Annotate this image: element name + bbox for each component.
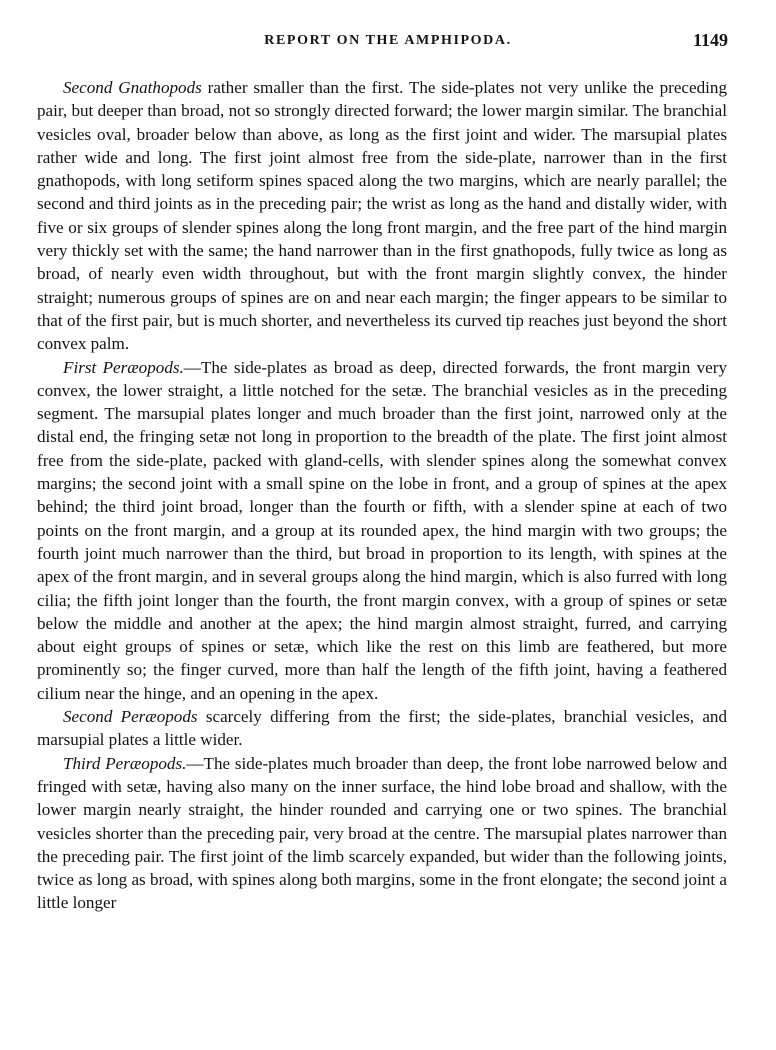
paragraph-text: scarcely differing from the first; the side-plates, branchial vesicles, and marsupial plates a little wider. — [37, 707, 728, 750]
body-text — [37, 76, 727, 915]
paragraph-heading: First Peræopods. — [63, 357, 184, 377]
paragraph-heading: Second Peræopods — [63, 707, 198, 727]
paragraph-heading: Third Peræopods. — [63, 753, 187, 773]
paragraph-third-peraeopods — [37, 752, 727, 915]
paragraph-first-peraeopods — [37, 356, 727, 705]
paragraph-heading: Second Gnathopods — [63, 78, 202, 97]
paragraph-second-gnathopods — [37, 76, 727, 356]
paragraph-text: —The side-plates as broad as deep, directed forwards, the front margin very convex, the lower straight, a little notched for the setæ. The branchial vesicles as in the preceding segment. The marsupial plates longer and much broader than the first joint, narrowed only at the distal end, the fringing setæ not long in proportion to the breadth of the plate. The first joint almost free from the side-plate, packed with gland-cells, with slender spines along the somewhat convex margins; the second joint with a small spine on the lobe in front, and a group of spines at the apex behind; the third joint broad, longer than the fourth or fifth, with a slender spine at each of two points on the front margin, and a group at its rounded apex, the hind margin with two groups; the fourth joint much narrower than the third, but broad in proportion to its length, with spines at the apex of the front margin, and in several groups along the hind margin, which is also furred with long cilia; the fifth joint longer than the fourth, the front margin convex, with a group of spines or setæ below the middle and another at the apex; the hind margin almost straight, furred, and carrying about eight groups of spines or setæ, which like the rest on this limb are feathered, but more prominently so; the finger curved, more than half the length of the fifth joint, having a feathered cilium near the hinge, and an opening in the apex. — [37, 357, 727, 703]
paragraph-second-peraeopods — [37, 705, 727, 752]
paragraph-text: rather smaller than the first. The side-plates not very unlike the preceding pair, but deeper than broad, not so strongly directed forward; the lower margin similar. The branchial vesicles oval, broader below than above, as long as the first joint and wider. The marsupial plates rather wide and long. The first joint almost free from the side-plate, narrower than in the first gnathopods, with long setiform spines spaced along the two margins, which are nearly parallel; the second and third joints as in the preceding pair; the wrist as long as the hand and distally wider, with five or six groups of slender spines along the long front margin, and the free part of the hind margin very thickly set with the same; the hand narrower than in the first gnathopods, fully twice as long as broad, of nearly even width throughout, but with the front margin slightly convex, the hinder straight; numerous groups of spines are on and near each margin; the finger appears to be similar to that of the first pair, but is much shorter, and nevertheless its curved tip reaches just beyond the short convex palm. — [37, 78, 727, 354]
paragraph-text: —The side-plates much broader than deep, the front lobe narrowed below and fringed with setæ, having also many on the inner surface, the hind lobe broad and shallow, with the lower margin nearly straight, the hinder rounded and carrying one or two spines. The branchial vesicles shorter than the preceding pair, very broad at the centre. The marsupial plates narrower than the preceding pair. The first joint of the limb scarcely expanded, but wider than the following joints, twice as long as broad, with spines along both margins, some in the front elongate; the second joint a little longer — [37, 753, 727, 913]
page-number: 1149 — [692, 30, 728, 50]
running-title: REPORT ON THE AMPHIPODA. — [264, 33, 512, 48]
